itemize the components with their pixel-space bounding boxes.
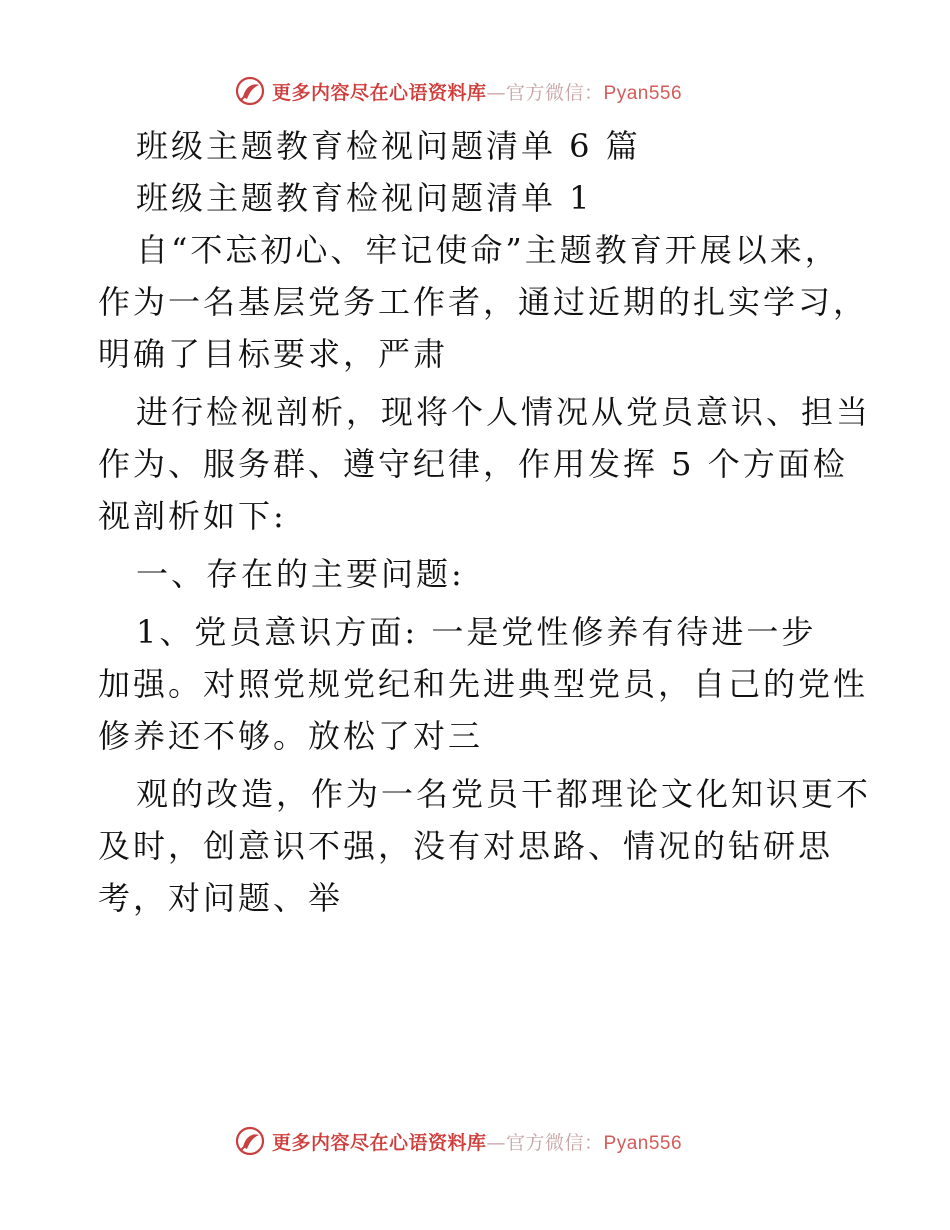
watermark-text [272, 1128, 682, 1155]
paragraph-line: 1、党员意识方面: 一是党性修养有待进一步 [136, 613, 817, 651]
watermark-site: 更多内容尽在心语资料库 [272, 81, 487, 104]
paragraph-line: 考，对问题、举 [98, 879, 344, 917]
watermark-dash: — [486, 81, 507, 104]
paragraph-line: 加强。对照党规党纪和先进典型党员，自己的党性 [98, 665, 869, 703]
logo-icon [234, 75, 266, 107]
document-title: 班级主题教育检视问题清单 6 篇 [136, 127, 641, 165]
watermark-wechat-id: Pyan556 [603, 82, 683, 104]
paragraph-line: 修养还不够。放松了对三 [98, 717, 484, 755]
watermark-wechat-id: Pyan556 [603, 1132, 683, 1154]
paragraph-line: 进行检视剖析，现将个人情况从党员意识、担当 [136, 393, 872, 431]
watermark-text [272, 78, 682, 105]
watermark-wechat-label: 官方微信： [506, 1131, 604, 1154]
footer-watermark [234, 1122, 682, 1160]
watermark-site: 更多内容尽在心语资料库 [272, 1131, 487, 1154]
paragraph-line: 作为一名基层党务工作者，通过近期的扎实学习， [98, 283, 869, 321]
paragraph-line: 明确了目标要求，严肃 [98, 335, 449, 373]
watermark-dash: — [486, 1131, 507, 1154]
watermark-wechat-label: 官方微信： [506, 81, 604, 104]
subheading: 一、存在的主要问题: [136, 555, 465, 593]
document-body [98, 120, 872, 924]
paragraph-line: 自“不忘初心、牢记使命”主题教育开展以来， [136, 231, 840, 269]
section-heading: 班级主题教育检视问题清单 1 [136, 179, 593, 217]
logo-icon [234, 1125, 266, 1157]
paragraph-line: 及时，创意识不强，没有对思路、情况的钻研思 [98, 827, 834, 865]
paragraph-line: 视剖析如下: [98, 497, 287, 535]
header-watermark [234, 72, 682, 110]
paragraph-line: 观的改造，作为一名党员干都理论文化知识更不 [136, 775, 872, 813]
paragraph-line: 作为、服务群、遵守纪律，作用发挥 5 个方面检 [98, 445, 848, 483]
